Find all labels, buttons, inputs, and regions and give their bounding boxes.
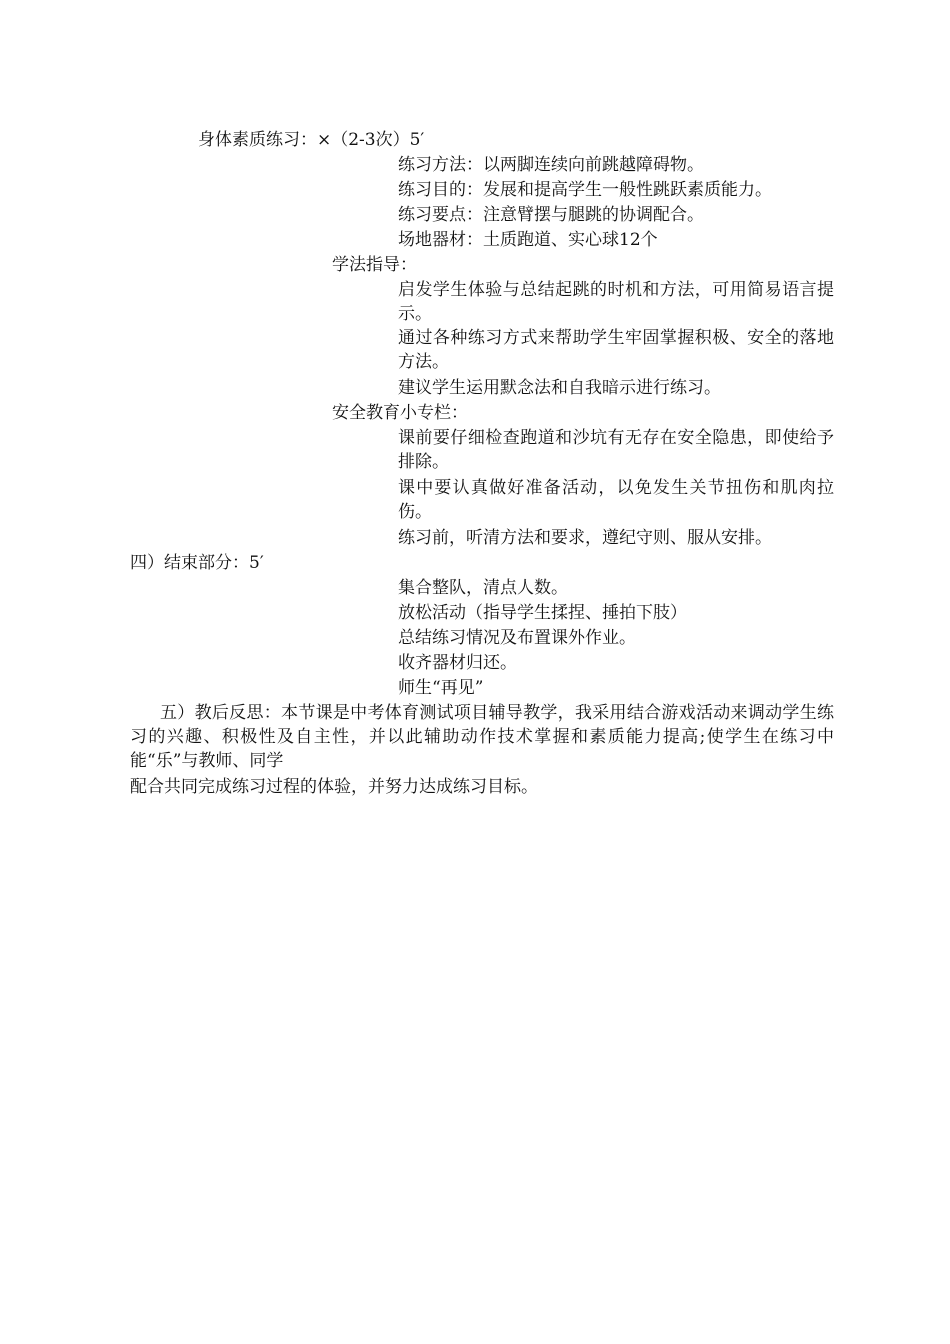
- safety-item: 练习前，听清方法和要求，遵纪守则、服从安排。: [398, 528, 772, 548]
- fitness-equipment: 场地器材：土质跑道、实心球12个: [398, 230, 658, 250]
- ending-item: 师生“再见”: [398, 678, 484, 698]
- guidance-item: 建议学生运用默念法和自我暗示进行练习。: [398, 378, 721, 398]
- safety-heading: 安全教育小专栏：: [332, 403, 468, 423]
- ending-item: 总结练习情况及布置课外作业。: [398, 628, 636, 648]
- fitness-keypoint: 练习要点：注意臂摆与腿跳的协调配合。: [398, 205, 704, 225]
- safety-item: 课前要仔细检查跑道和沙坑有无存在安全隐患，即使给予排除。: [398, 428, 834, 472]
- guidance-heading: 学法指导：: [332, 255, 417, 275]
- reflection-last-line: 配合共同完成练习过程的体验，并努力达成练习目标。: [130, 777, 538, 797]
- ending-heading: 四）结束部分：5′: [130, 553, 264, 573]
- guidance-item: 启发学生体验与总结起跳的时机和方法，可用简易语言提示。: [398, 280, 834, 324]
- guidance-item: 通过各种练习方式来帮助学生牢固掌握积极、安全的落地方法。: [398, 328, 834, 372]
- fitness-heading: 身体素质练习：×（2-3次）5′: [198, 130, 425, 150]
- fitness-method: 练习方法：以两脚连续向前跳越障碍物。: [398, 155, 704, 175]
- ending-item: 收齐器材归还。: [398, 653, 517, 673]
- safety-item: 课中要认真做好准备活动，以免发生关节扭伤和肌肉拉伤。: [398, 478, 834, 522]
- ending-item: 放松活动（指导学生揉捏、捶拍下肢）: [398, 603, 687, 623]
- reflection-paragraph: 五）教后反思：本节课是中考体育测试项目辅导教学，我采用结合游戏活动来调动学生练习的兴趣、积极性及自主性，并以此辅助动作技术掌握和素质能力提高;使学生在练习中能“乐”与教师、同学: [130, 703, 834, 771]
- ending-item: 集合整队，清点人数。: [398, 578, 568, 598]
- fitness-goal: 练习目的：发展和提高学生一般性跳跃素质能力。: [398, 180, 772, 200]
